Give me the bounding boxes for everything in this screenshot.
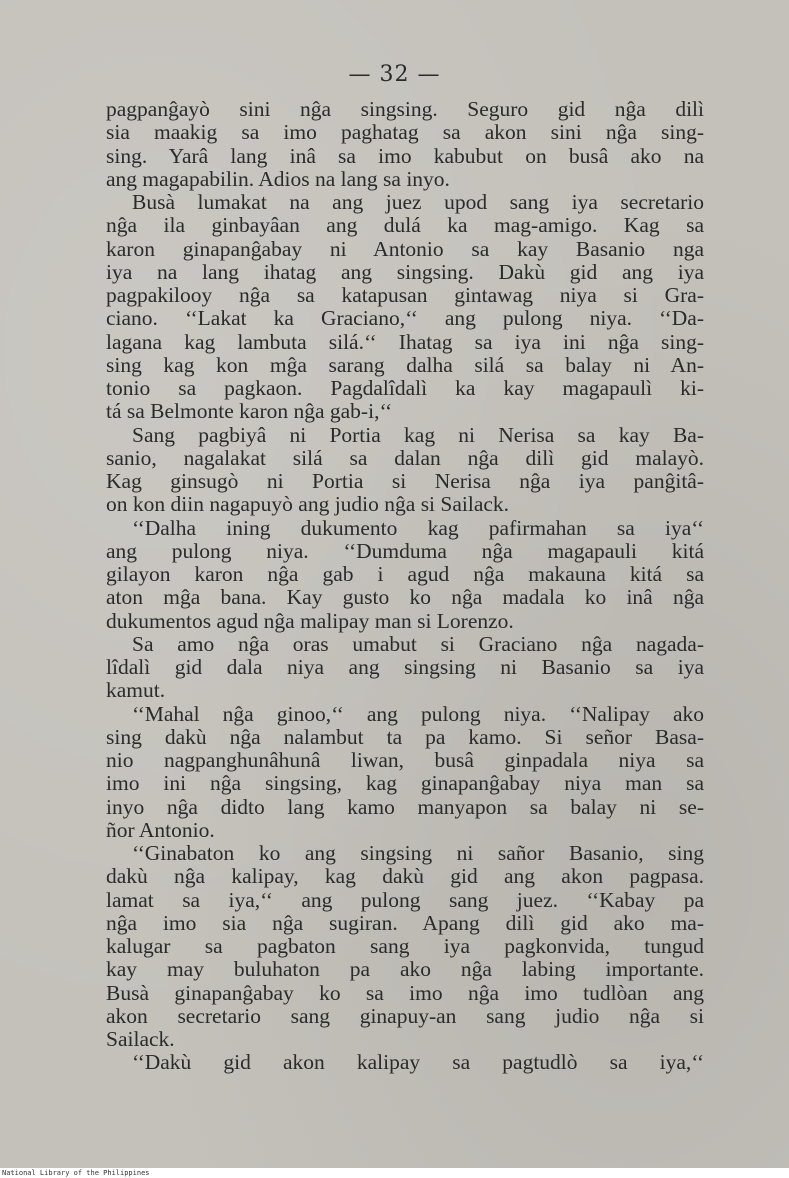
text-line: kalugar sa pagbaton sang iya pagkonvida, tungud [106, 934, 704, 958]
text-line: sanio, nagalakat silá sa dalan nĝa dilì gid malayò. [106, 445, 704, 470]
text-line: sia maakig sa imo paghatag sa akon sini nĝa sing- [106, 120, 704, 145]
body-text [106, 98, 704, 1075]
text-line: gilayon karon nĝa gab i agud nĝa makauna kitá sa [106, 562, 704, 586]
text-line: imo ini nĝa singsing, kag ginapanĝabay niya man sa [106, 771, 704, 796]
page-number: — 32 — [348, 62, 441, 87]
text-line: ciano. ‘‘Lakat ka Graciano,‘‘ ang pulong niya. ‘‘Da- [106, 306, 704, 331]
text-line: kay may buluhaton pa ako nĝa labing importante. [106, 957, 704, 982]
text-line: sing dakù nĝa nalambut ta pa kamo. Si señor Basa- [106, 724, 704, 749]
text-line: karon ginapanĝabay ni Antonio sa kay Basanio nga [106, 236, 704, 261]
text-line: Sa amo nĝa oras umabut si Graciano nĝa nagada- [132, 631, 704, 656]
library-credit: National Library of the Philippines [2, 1169, 150, 1177]
text-line: dakù nĝa kalipay, kag dakù gid ang akon pagpasa. [106, 864, 704, 889]
text-line: tá sa Belmonte karon nĝa gab-i,‘‘ [106, 399, 393, 424]
text-line: lagana kag lambuta silá.‘‘ Ihatag sa iya ini nĝa sing- [106, 329, 704, 354]
text-line: nio nagpanghunâhunâ liwan, busâ ginpadala niya sa [106, 748, 704, 772]
text-line: lamat sa iya,‘‘ ang pulong sang juez. ‘‘Kabay pa [106, 887, 704, 912]
text-line: nĝa imo sia nĝa sugiran. Apang dilì gid ako ma- [106, 910, 704, 935]
text-line: ñor Antonio. [106, 817, 215, 842]
text-line: Kag ginsugò ni Portia si Nerisa nĝa iya panĝitâ- [106, 469, 704, 493]
text-line: nĝa ila ginbayâan ang dulá ka mag-amigo. Kag sa [106, 213, 704, 238]
text-line: Sailack. [106, 1027, 175, 1051]
text-line: on kon diin nagapuyò ang judio nĝa si Sailack. [106, 492, 510, 517]
text-line: lîdalì gid dala niya ang singsing ni Basanio sa iya [106, 655, 704, 679]
text-line: iya na lang ihatag ang singsing. Dakù gid ang iya [106, 259, 704, 284]
text-line: dukumentos agud nĝa malipay man si Lorenzo. [106, 608, 514, 633]
text-line: ‘‘Dalha ining dukumento kag pafirmahan sa iya‘‘ [132, 515, 704, 540]
text-line: tonio sa pagkaon. Pagdalîdalì ka kay magapaulì ki- [106, 376, 704, 400]
text-line: aton mĝa bana. Kay gusto ko nĝa madala ko inâ nĝa [106, 585, 704, 610]
text-line: Busà ginapanĝabay ko sa imo nĝa imo tudlòan ang [106, 980, 704, 1005]
text-line: pagpanĝayò sini nĝa singsing. Seguro gid nĝa dilì [106, 97, 704, 121]
text-line: ‘‘Dakù gid akon kalipay sa pagtudlò sa iya,‘‘ [132, 1050, 704, 1075]
text-line: inyo nĝa didto lang kamo manyapon sa balay ni se- [106, 794, 704, 819]
text-line: ‘‘Mahal nĝa ginoo,‘‘ ang pulong niya. ‘‘Nalipay ako [132, 701, 704, 726]
text-line: kamut. [106, 678, 166, 703]
text-line: Sang pagbiyâ ni Portia kag ni Nerisa sa kay Ba- [132, 422, 704, 447]
text-line: sing. Yarâ lang inâ sa imo kabubut on busâ ako na [106, 143, 704, 168]
text-line: ang pulong niya. ‘‘Dumduma nĝa magapauli kitá [106, 538, 704, 563]
footer-bar [0, 1169, 789, 1178]
text-line: sing kag kon mĝa sarang dalha silá sa balay ni An- [106, 352, 704, 377]
text-line: pagpakilooy nĝa sa katapusan gintawag niya si Gra- [106, 283, 704, 307]
text-line: ‘‘Ginabaton ko ang singsing ni sañor Basanio, sing [132, 841, 704, 865]
text-line: Busà lumakat na ang juez upod sang iya secretario [132, 190, 704, 214]
text-line: ang magapabilin. Adios na lang sa inyo. [106, 166, 450, 191]
text-line: akon secretario sang ginapuy-an sang judio nĝa si [106, 1003, 704, 1028]
